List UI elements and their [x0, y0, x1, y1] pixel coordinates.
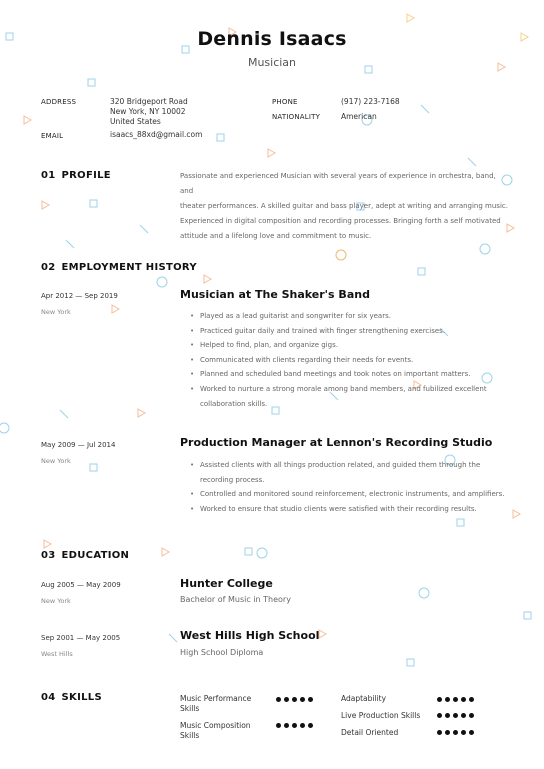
confetti-shape: [480, 244, 490, 254]
profile-line: Experienced in digital composition and recording processes. Bringing forth a self motivated: [180, 217, 501, 225]
confetti-shape: [336, 250, 346, 260]
job-dates: May 2009 — Jul 2014: [41, 441, 116, 449]
confetti-shape: [419, 588, 429, 598]
job-bullet: • Worked to ensure that studio clients were satisfied with their recording results.: [188, 502, 508, 517]
confetti-shape: [319, 630, 326, 638]
skill-dot: [284, 697, 289, 702]
skill-name: Adaptability: [341, 694, 387, 703]
skill-name: Music Composition Skills: [180, 721, 251, 740]
job-title: Production Manager at Lennon's Recording Studio: [180, 436, 493, 449]
confetti-shape: [268, 149, 275, 157]
skill-dot: [469, 713, 474, 718]
confetti-shape: [169, 634, 177, 642]
education-heading: [41, 550, 129, 561]
skill-rating: [437, 730, 474, 735]
job-bullet: • Worked to nurture a strong morale among band members, and fubilized excellent collaboration skills.: [188, 382, 508, 411]
education-location: New York: [41, 597, 71, 605]
section-number: 03: [41, 550, 56, 561]
phone-value[interactable]: (917) 223-7168: [341, 97, 400, 106]
confetti-shape: [24, 116, 31, 124]
skill-dot: [300, 697, 305, 702]
job-location: New York: [41, 457, 71, 465]
section-title: EDUCATION: [61, 550, 130, 561]
skill-dot: [276, 697, 281, 702]
job-bullet: • Helped to find, plan, and organize gigs.: [188, 338, 508, 353]
skill-dot: [308, 697, 313, 702]
confetti-shape: [407, 659, 414, 666]
address-line: United States: [110, 117, 161, 126]
address-line: New York, NY 10002: [110, 107, 186, 116]
degree: Bachelor of Music in Theory: [180, 595, 291, 604]
skill-dot: [453, 697, 458, 702]
skill-rating: [276, 723, 313, 728]
job-bullet: • Played as a lead guitarist and songwriter for six years.: [188, 309, 508, 324]
address-label: ADDRESS: [41, 98, 77, 106]
email-value[interactable]: isaacs_88xd@gmail.com: [110, 130, 203, 139]
profile-text: [180, 169, 510, 244]
confetti-shape: [66, 240, 74, 248]
confetti-shape: [513, 510, 520, 518]
confetti-shape: [42, 201, 49, 209]
skill-rating: [276, 697, 313, 702]
skill-dot: [292, 697, 297, 702]
job-bullets: [188, 458, 508, 516]
candidate-name: Dennis Isaacs: [197, 28, 347, 50]
skill-name: Detail Oriented: [341, 728, 399, 737]
skill-rating: [437, 697, 474, 702]
candidate-title: Musician: [247, 56, 297, 69]
confetti-shape: [418, 268, 425, 275]
skill-dot: [437, 730, 442, 735]
skill-dot: [308, 723, 313, 728]
skill-dot: [445, 730, 450, 735]
skills-heading: [41, 692, 102, 703]
education-location: West Hills: [41, 650, 73, 658]
skill-dot: [469, 697, 474, 702]
job-bullet: • Practiced guitar daily and trained with finger strengthening exercises.: [188, 324, 508, 339]
degree: High School Diploma: [180, 648, 264, 657]
confetti-shape: [524, 612, 531, 619]
section-number: 01: [41, 170, 56, 181]
skill-dot: [292, 723, 297, 728]
employment-heading: [41, 262, 197, 273]
job-bullet: • Assisted clients with all things production related, and guided them through the recording process.: [188, 458, 508, 487]
skill-dot: [453, 730, 458, 735]
school-name: West Hills High School: [180, 629, 320, 642]
confetti-shape: [0, 423, 9, 433]
confetti-shape: [257, 548, 267, 558]
job-bullet: • Communicated with clients regarding their needs for events.: [188, 353, 508, 368]
education-dates: Sep 2001 — May 2005: [41, 634, 121, 642]
job-bullet: • Controlled and monitored sound reinforcement, electronic instruments, and amplifiers.: [188, 487, 508, 502]
skill-dot: [461, 697, 466, 702]
skill-dot: [300, 723, 305, 728]
section-title: PROFILE: [61, 170, 111, 181]
section-number: 02: [41, 262, 56, 273]
skill-name: Live Production Skills: [341, 711, 421, 720]
job-dates: Apr 2012 — Sep 2019: [41, 292, 118, 300]
skill-dot: [437, 697, 442, 702]
section-title: SKILLS: [61, 692, 102, 703]
confetti-shape: [138, 409, 145, 417]
confetti-shape: [112, 305, 119, 313]
confetti-shape: [421, 105, 429, 113]
confetti-shape: [44, 540, 51, 548]
skill-dot: [461, 730, 466, 735]
skill-name: Music Performance Skills: [180, 694, 252, 713]
skill-rating: [437, 713, 474, 718]
confetti-shape: [157, 277, 167, 287]
confetti-shape: [468, 158, 476, 166]
job-bullets: [188, 309, 508, 411]
section-number: 04: [41, 692, 56, 703]
job-location: New York: [41, 308, 71, 316]
confetti-shape: [407, 14, 414, 22]
education-dates: Aug 2005 — May 2009: [41, 581, 121, 589]
job-title: Musician at The Shaker's Band: [180, 288, 370, 301]
profile-line: attitude and a lifelong love and commitment to music.: [180, 232, 372, 240]
email-label: EMAIL: [41, 132, 64, 140]
confetti-shape: [90, 464, 97, 471]
skill-dot: [445, 697, 450, 702]
skill-dot: [453, 713, 458, 718]
confetti-shape: [204, 275, 211, 283]
confetti-shape: [245, 548, 252, 555]
profile-line: Passionate and experienced Musician with several years of experience in orchestra, band, and: [180, 172, 496, 195]
confetti-shape: [90, 200, 97, 207]
profile-heading: [41, 170, 111, 181]
skill-dot: [437, 713, 442, 718]
section-title: EMPLOYMENT HISTORY: [61, 262, 197, 273]
confetti-shape: [88, 79, 95, 86]
confetti-shape: [217, 134, 224, 141]
skill-dot: [461, 713, 466, 718]
skill-dot: [469, 730, 474, 735]
confetti-shape: [457, 519, 464, 526]
confetti-shape: [60, 410, 68, 418]
confetti-shape: [162, 548, 169, 556]
confetti-shape: [140, 225, 148, 233]
address-value: [110, 97, 188, 127]
nationality-value: American: [341, 112, 377, 121]
nationality-label: NATIONALITY: [272, 113, 321, 121]
school-name: Hunter College: [180, 577, 273, 590]
job-bullet: • Planned and scheduled band meetings and took notes on important matters.: [188, 367, 508, 382]
skill-dot: [445, 713, 450, 718]
skill-dot: [276, 723, 281, 728]
phone-label: PHONE: [272, 98, 298, 106]
profile-line: theater performances. A skilled guitar and bass player, adept at writing and arranging music.: [180, 202, 508, 210]
address-line: 320 Bridgeport Road: [110, 97, 188, 106]
skill-dot: [284, 723, 289, 728]
